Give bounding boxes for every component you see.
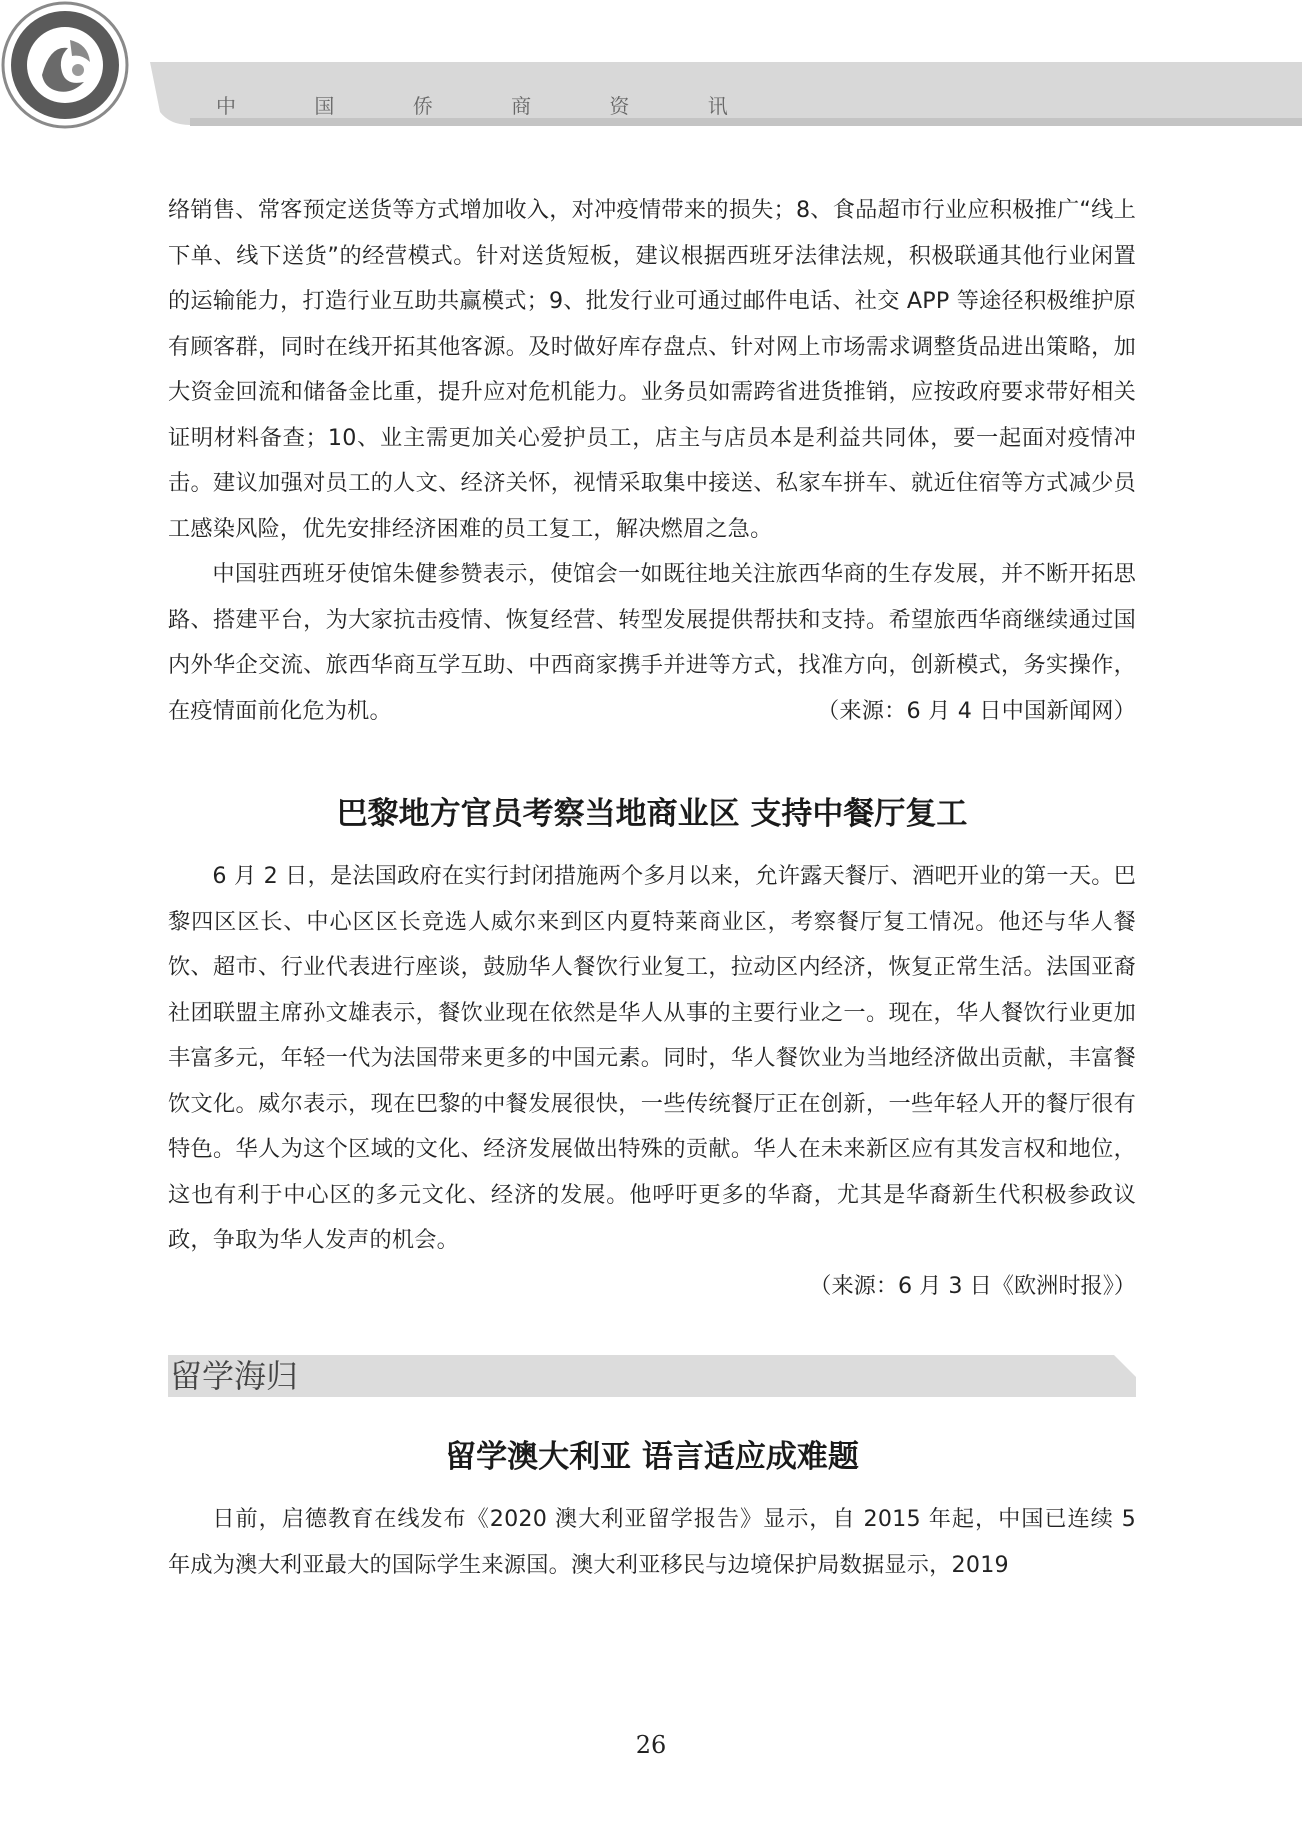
article-2-source: （来源：6 月 3 日《欧洲时报》） [809, 1272, 1136, 1299]
section-bar-shape [168, 1355, 1136, 1397]
article-1-paragraph-2-text: 中国驻西班牙使馆朱健参赞表示，使馆会一如既往地关注旅西华商的生存发展，并不断开拓思路、搭建平台，为大家抗击疫情、恢复经营、转型发展提供帮扶和支持。希望旅西华商继续通过国内外华企交流、旅西华商互学互助、中西商家携手并进等方式，找准方向，创新模式，务实操作，在疫情面前化危为机。 [168, 561, 1136, 724]
article-2-paragraph: 6 月 2 日，是法国政府在实行封闭措施两个多月以来，允许露天餐厅、酒吧开业的第一天。巴黎四区区长、中心区区长竞选人威尔来到区内夏特莱商业区，考察餐厅复工情况。他还与华人餐饮、超市、行业代表进行座谈，鼓励华人餐饮行业复工，拉动区内经济，恢复正常生活。法国亚裔社团联盟主席孙文雄表示，餐饮业现在依然是华人从事的主要行业之一。现在，华人餐饮行业更加丰富多元，年轻一代为法国带来更多的中国元素。同时，华人餐饮业为当地经济做出贡献，丰富餐饮文化。威尔表示，现在巴黎的中餐发展很快，一些传统餐厅正在创新，一些年轻人开的餐厅很有特色。华人为这个区域的文化、经济发展做出特殊的贡献。华人在未来新区应有其发言权和地位，这也有利于中心区的多元文化、经济的发展。他呼吁更多的华裔，尤其是华裔新生代积极参政议政，争取为华人发声的机会。 [168, 863, 1136, 1253]
article-1-paragraph-2 [168, 552, 1136, 734]
article-1-source: （来源：6 月 4 日中国新闻网） [816, 697, 1136, 724]
federation-logo-icon [0, 0, 130, 130]
page-number: 26 [635, 1731, 667, 1759]
article-3-title: 留学澳大利亚 语言适应成难题 [445, 1439, 859, 1475]
section-header-bar [168, 1355, 1136, 1397]
article-3-paragraph: 日前，启德教育在线发布《2020 澳大利亚留学报告》显示，自 2015 年起，中国已连续 5 年成为澳大利亚最大的国际学生来源国。澳大利亚移民与边境保护局数据显示，2019 [168, 1506, 1136, 1578]
article-1-continued-paragraph: 络销售、常客预定送货等方式增加收入，对冲疫情带来的损失；8、食品超市行业应积极推广“线上下单、线下送货”的经营模式。针对送货短板，建议根据西班牙法律法规，积极联通其他行业闲置的运输能力，打造行业互助共赢模式；9、批发行业可通过邮件电话、社交 APP 等途径积极维护原有顾客群，同时在线开拓其他客源。及时做好库存盘点、针对网上市场需求调整货品进出策略，加大资金回流和储备金比重，提升应对危机能力。业务员如需跨省进货推销，应按政府要求带好相关证明材料备查；10、业主需更加关心爱护员工，店主与店员本是利益共同体，要一起面对疫情冲击。建议加强对员工的人文、经济关怀，视情采取集中接送、私家车拼车、就近住宿等方式减少员工感染风险，优先安排经济困难的员工复工，解决燃眉之急。 [168, 197, 1136, 542]
header-title: 中 国 侨 商 资 讯 [216, 94, 764, 118]
page-content [168, 188, 1136, 1588]
article-2-title: 巴黎地方官员考察当地商业区 支持中餐厅复工 [336, 796, 968, 832]
page-header [0, 0, 1302, 135]
section-label: 留学海归 [170, 1357, 299, 1395]
